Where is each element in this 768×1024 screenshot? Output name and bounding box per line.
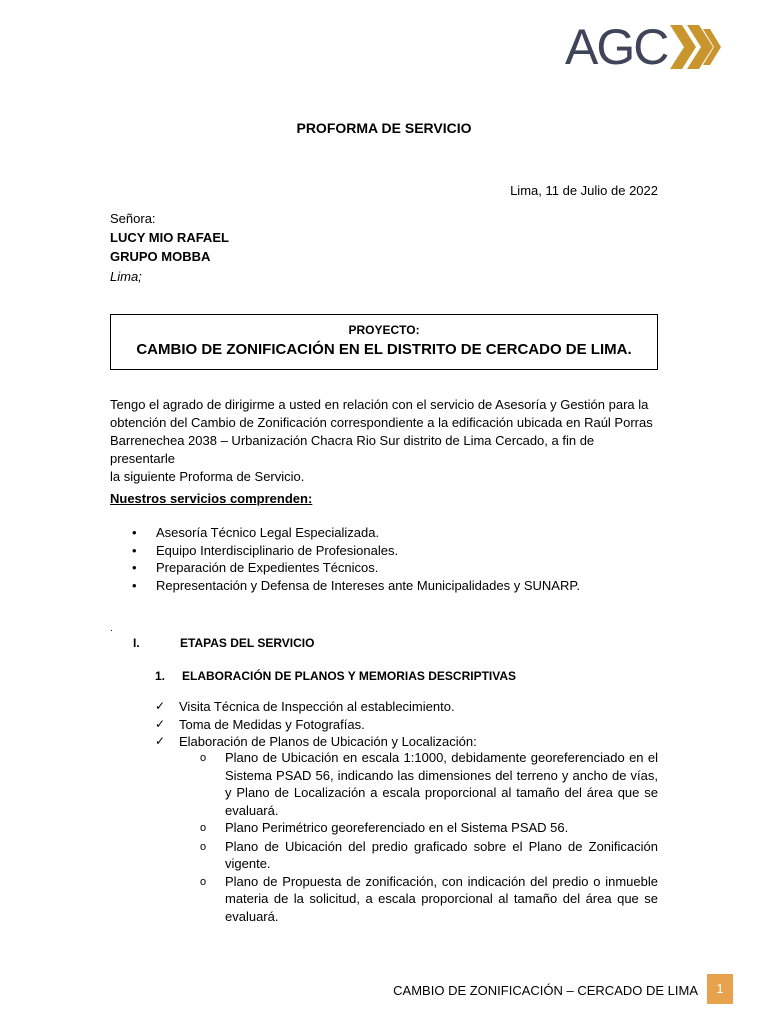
- list-item: [132, 559, 580, 577]
- service-text: Equipo Interdisciplinario de Profesionales.: [156, 542, 399, 558]
- checkmark-icon: ✓: [155, 699, 166, 713]
- footer-title: CAMBIO DE ZONIFICACIÓN – CERCADO DE LIMA: [393, 983, 698, 998]
- document-date: Lima, 11 de Julio de 2022: [510, 183, 658, 198]
- list-item: [155, 733, 477, 751]
- salutation: Señora:: [110, 211, 156, 226]
- bullet-icon: •: [132, 560, 137, 575]
- list-item: [200, 873, 658, 926]
- company-logo-text: AGC: [565, 19, 668, 75]
- list-item: [132, 577, 580, 595]
- service-text: Asesoría Técnico Legal Especializada.: [156, 525, 380, 540]
- sub-item-text: Plano de Ubicación del predio graficado sobre el Plano de Zonificación vigente.: [225, 838, 658, 871]
- list-item: [155, 698, 477, 716]
- sub-item-text: Plano de Ubicación en escala 1:1000, debidamente georeferenciado en el Sistema PSAD 56, indicando las dimensiones del terreno y ancho de vías, y Plano de Localización a escala proporcional al tamaño del área que se evaluará.: [225, 750, 658, 818]
- sub-item-text: Plano de Propuesta de zonificación, con indicación del predio o inmueble materia de la solicitud, a escala proporcional al tamaño del área que se evaluará.: [225, 873, 658, 924]
- stray-mark: .: [110, 623, 113, 634]
- checkmark-icon: ✓: [155, 716, 166, 731]
- check-text: Toma de Medidas y Fotografías.: [179, 716, 365, 732]
- check-text: Elaboración de Planos de Ubicación y Localización:: [179, 734, 477, 749]
- list-item: [155, 716, 477, 734]
- addressee-name: LUCY MIO RAFAEL: [110, 230, 229, 245]
- project-box: [110, 314, 658, 370]
- project-name: CAMBIO DE ZONIFICACIÓN EN EL DISTRITO DE CERCADO DE LIMA.: [136, 341, 632, 358]
- project-label: PROYECTO:: [348, 323, 420, 337]
- bullet-icon: •: [132, 542, 137, 558]
- addressee-city: Lima;: [110, 269, 142, 284]
- document-title: PROFORMA DE SERVICIO: [296, 120, 472, 136]
- list-item: [200, 838, 658, 873]
- circle-bullet-icon: o: [200, 822, 207, 834]
- intro-line: Barrenechea 2038 – Urbanización Chacra Rio Sur distrito de Lima Cercado, a fin de presentarle: [110, 433, 595, 466]
- checkmark-icon: ✓: [155, 734, 166, 748]
- intro-line: obtención del Cambio de Zonificación correspondiente a la edificación ubicada en Raúl Porras: [110, 415, 653, 430]
- service-text: Preparación de Expedientes Técnicos.: [156, 560, 379, 575]
- bullet-icon: •: [132, 577, 137, 593]
- list-item: [132, 542, 580, 560]
- circle-bullet-icon: o: [200, 840, 207, 853]
- intro-paragraph: [110, 396, 658, 486]
- section-title: ETAPAS DEL SERVICIO: [180, 636, 315, 650]
- sub-items-list: [200, 749, 658, 925]
- check-text: Visita Técnica de Inspección al establecimiento.: [179, 699, 455, 714]
- circle-bullet-icon: o: [200, 875, 207, 888]
- intro-line: Tengo el agrado de dirigirme a usted en relación con el servicio de Asesoría y Gestión para la: [110, 397, 649, 412]
- services-heading: Nuestros servicios comprenden:: [110, 491, 313, 506]
- subsection-title: ELABORACIÓN DE PLANOS Y MEMORIAS DESCRIPTIVAS: [182, 669, 517, 683]
- list-item: [200, 749, 658, 819]
- page-number: 1: [707, 974, 733, 1004]
- checks-list: [155, 698, 477, 751]
- section-number: I.: [133, 636, 140, 650]
- service-text: Representación y Defensa de Intereses ante Municipalidades y SUNARP.: [156, 577, 580, 593]
- bullet-icon: •: [132, 525, 137, 540]
- list-item: [132, 524, 580, 542]
- services-list: [132, 524, 580, 594]
- addressee-company: GRUPO MOBBA: [110, 249, 211, 264]
- logo-chevrons-icon: [670, 25, 722, 69]
- circle-bullet-icon: o: [200, 752, 207, 764]
- intro-line: la siguiente Proforma de Servicio.: [110, 469, 305, 484]
- sub-item-text: Plano Perimétrico georeferenciado en el Sistema PSAD 56.: [225, 820, 569, 835]
- subsection-number: 1.: [155, 669, 166, 683]
- list-item: [200, 819, 658, 838]
